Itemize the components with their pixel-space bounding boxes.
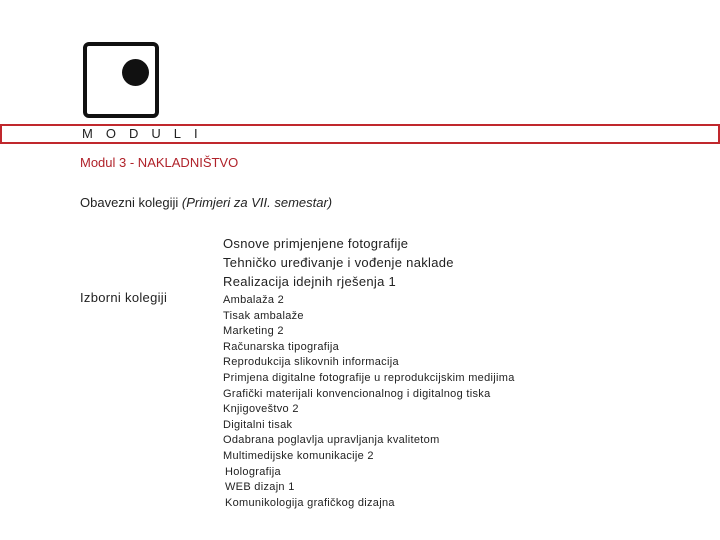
mandatory-course: Realizacija idejnih rješenja 1	[223, 274, 397, 289]
elective-course-list	[223, 293, 515, 511]
section-banner	[0, 124, 720, 144]
elective-label: Izborni kolegiji	[80, 290, 168, 305]
elective-course: Digitalni tisak	[223, 418, 293, 431]
elective-course: WEB dizajn 1	[225, 481, 295, 494]
mandatory-course-list	[223, 234, 454, 291]
elective-course: Knjigoveštvo 2	[223, 403, 299, 416]
elective-course: Holografija	[225, 465, 281, 478]
mandatory-course: Tehničko uređivanje i vođenje naklade	[223, 255, 454, 270]
elective-course: Odabrana poglavlja upravljanja kvalitetom	[223, 434, 440, 447]
logo-die-icon	[83, 42, 159, 118]
mandatory-heading-text: Obavezni kolegiji	[80, 195, 182, 210]
mandatory-course: Osnove primjenjene fotografije	[223, 236, 409, 251]
elective-course: Reprodukcija slikovnih informacija	[223, 356, 399, 369]
elective-course: Računarska tipografija	[223, 340, 340, 353]
module-title: Modul 3 - NAKLADNIŠTVO	[80, 155, 239, 170]
mandatory-heading-note: (Primjeri za VII. semestar)	[181, 195, 333, 210]
logo-dot-icon	[122, 59, 149, 86]
banner-title: MODULI	[82, 126, 211, 141]
elective-course: Tisak ambalaže	[223, 309, 304, 322]
mandatory-heading	[80, 195, 332, 210]
elective-course: Marketing 2	[223, 325, 284, 338]
elective-course: Multimedijske komunikacije 2	[223, 449, 374, 462]
elective-course: Ambalaža 2	[223, 294, 285, 306]
elective-course: Grafički materijali konvencionalnog i digitalnog tiska	[223, 387, 491, 400]
elective-course: Primjena digitalne fotografije u reprodukcijskim medijima	[223, 371, 515, 384]
elective-course: Komunikologija grafičkog dizajna	[225, 496, 395, 509]
